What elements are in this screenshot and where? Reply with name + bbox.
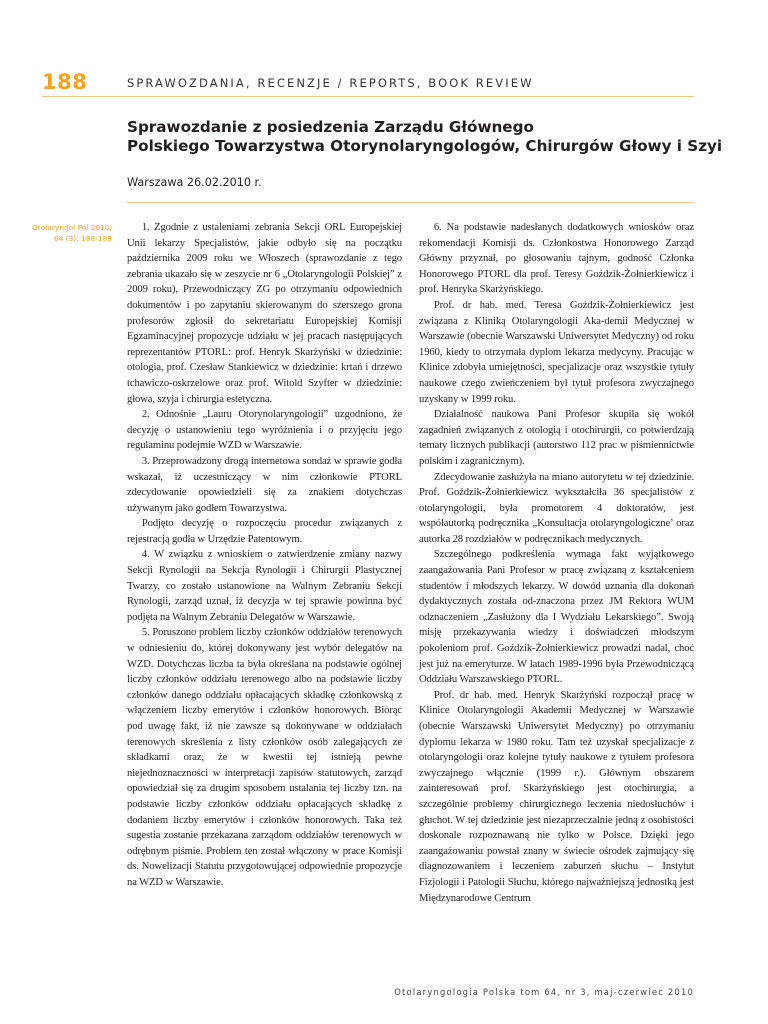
article-title: [127, 118, 727, 156]
citation: [20, 222, 112, 244]
header-divider: [42, 96, 694, 97]
paragraph: Zdecydowanie zasłużyła na miano autorytetu w tej dziedzinie. Prof. Goździk-Żołnierkiewicz wykształciła 36 specjalistów z otolaryngologii, była promotorem 4 doktoratów, jest współautorką podręcznika „Konsultacja otolaryngologiczne’ oraz autorka 28 rozdziałów w podręcznikach medycznych.: [419, 471, 694, 545]
title-divider: [127, 202, 694, 203]
paragraph: 3. Przeprowadzony drogą internetowa sondaż w sprawie godła wskazał, iż uczestniczący w nim członkowie PTORL zdecydowanie opowiedzieli się za znakiem dotychczas używanym jako godłem Towarzystwa.: [127, 455, 402, 514]
article-title-line-2: Polskiego Towarzystwa Otorynolaryngologów, Chirurgów Głowy i Szyi: [127, 137, 723, 155]
paragraph: 6. Na podstawie nadesłanych dodatkowych wniosków oraz rekomendacji Komisji ds. Członkostwa Honorowego Zarząd Główny przyznał, po głosowaniu tajnym, godność Członka Honorowego PTORL dla prof. Teresy Goździk-Żołnierkiewicz i prof. Henryka Skarżyńskiego.: [419, 222, 694, 296]
article-title-line-1: Sprawozdanie z posiedzenia Zarządu Głównego: [127, 118, 534, 136]
paragraph: 5. Poruszono problem liczby członków oddziałów terenowych w odniesieniu do, której dokonywany jest wybór delegatów na WZD. Dotychczas liczba ta była określana na podstawie ogólnej liczby członków oddziału terenowego albo na podstawie liczby członków danego oddziału opłacających składkę członkowską z włączeniem liczby emerytów i członków honorowych. Biorąc pod uwagę fakt, iż nie zawsze są dokonywane w oddziałach terenowych skreślenia z listy członków osób zalegających ze składkami oraz, że w kwestii tej istnieją pewne niejednoznaczności w interpretacji zapisów statutowych, zarząd opowiedział się za drugim sposobem ustalania tej liczby tzn. na podstawie liczby członków oddziału opłacających składkę z dodaniem liczby emerytów i członków honorowych. Taka też sugestia zostanie przekazana zarządom oddziałów terenowych w odrębnym piśmie. Problem ten został włączony w prace Komisji ds. Nowelizacji Statutu przygotowującej odpowiednie propozycje na WZD w Warszawie.: [127, 627, 402, 888]
paragraph: Szczególnego podkreślenia wymaga fakt wyjątkowego zaangażowania Pani Profesor w pracę związaną z kształceniem studentów i młodszych lekarzy. W dowód uznania dla dokonań dydaktycznych została od-znaczona przez JM Rektora WUM odznaczeniem „Zasłużony dla I Wydziału Lekarskiego”. Swoją misję przekazywania wiedzy i doświadczeń młodszym pokoleniom prof. Goździk-Żołnierkiewicz prowadzi nadal, choć jest już na emeryturze. W latach 1989-1996 była Przewodniczącą Oddziału Warszawskiego PTORL.: [419, 549, 694, 686]
paragraph: Podjęto decyzję o rozpoczęciu procedur związanych z rejestracją godła w Urzędzie Patentowym.: [127, 518, 402, 545]
paragraph: Działalność naukowa Pani Profesor skupiła się wokół zagadnień związanych z otologią i otochirurgii, co potwierdzają tematy licznych publikacji (autorstwo 112 prac w piśmiennictwie polskim i zagranicznym).: [419, 409, 694, 467]
citation-line-2: 64 (3): 188-189: [54, 234, 112, 243]
citation-line-1: Otolaryngol Pol 2010;: [32, 223, 112, 232]
journal-footer: Otolaryngologia Polska tom 64, nr 3, maj-czerwiec 2010: [394, 987, 694, 997]
page-number: 188: [42, 70, 88, 94]
paragraph: 1. Zgodnie z ustaleniami zebrania Sekcji ORL Europejskiej Unii lekarzy Specjalistów, jakie odbyło się na początku października 2009 roku we Włoszech (sprawozdanie z tego zebrania ukazało się w zeszycie nr 6 „Otolaryngologii Polskiej” z 2009 roku), Przewodniczący ZG po otrzymaniu odpowiednich dokumentów i po zapytaniu skierowanym do szerszego grona profesorów zgłosił do sekretariatu Europejskiej Komisji Egzaminacyjnej propozycje udziału w jej pracach następujących reprezentantów PTORL: prof. Henryk Skarżyński w dziedzinie: otologia, prof. Czesław Stankiewicz w dziedzinie: krtań i drzewo tchawiczo-oskrzelowe oraz prof. Witold Szyfter w dziedzinie: głowa, szyja i chirurgia estetyczna.: [127, 222, 402, 405]
paragraph: Prof. dr hab. med. Henryk Skarżyński rozpoczął pracę w Klinice Otolaryngologii Akademii Medycznej w Warszawie (obecnie Warszawski Uniwersytet Medyczny) po otrzymaniu dyplomu lekarza w 1980 roku. Tam też uzyskał specjalizacje z otolaryngologii oraz kolejne tytuły naukowe z tytułem profesora zwyczajnego włącznie (1999 r.). Głównym obszarem zainteresowań prof. Skarżyńskiego jest otochirurgia, a szczególnie problemy chirurgicznego leczenia niedosłuchów i głuchot. W tej dziedzinie jest niezaprzeczalnie jedną z osobistości doskonale rozpoznawaną nie tylko w Polsce. Dzięki jego zaangażowaniu powstał znany w świecie ośrodek zajmujący się diagnozowaniem i leczeniem zaburzeń słuchu – Instytut Fizjologii i Patologii Słuchu, którego najważniejszą jednostką jest Międzynarodowe Centrum: [419, 689, 694, 904]
paragraph: Prof. dr hab. med. Teresa Goździk-Żołnierkiewicz jest związana z Kliniką Otolaryngologii Aka-demii Medycznej w Warszawie (obecnie Warszawski Uniwersytet Medyczny) od roku 1960, kiedy to otrzymała dyplom lekarza medycyny. Pracując w Klinice zdobyła umiejętności, specjalizacje oraz wszystkie tytuły naukowe czego zwieńczeniem był tytuł profesora zwyczajnego uzyskany w 1999 roku.: [419, 299, 694, 405]
left-column: [127, 220, 402, 891]
section-header: SPRAWOZDANIA, RECENZJE / REPORTS, BOOK REVIEW: [127, 76, 534, 90]
paragraph: 4. W związku z wnioskiem o zatwierdzenie zmiany nazwy Sekcji Rynologii na Sekcja Rynologii i Chirurgii Plastycznej Twarzy, co zostało ustanowione na Walnym Zebraniu Sekcji Rynologii, zarząd uznał, iż decyzja w tej sprawie powinna być podjęta na Walnym Zebraniu Delegatów w Warszawie.: [127, 549, 402, 623]
paragraph: 2. Odnośnie „Lauru Otorynolaryngologii” uzgodniono, że decyzję o ustanowieniu tego wyróżnienia i o przyjęciu jego regulaminu podejmie WZD w Warszawie.: [127, 409, 402, 452]
article-date: Warszawa 26.02.2010 r.: [127, 176, 262, 189]
right-column: [419, 220, 694, 906]
